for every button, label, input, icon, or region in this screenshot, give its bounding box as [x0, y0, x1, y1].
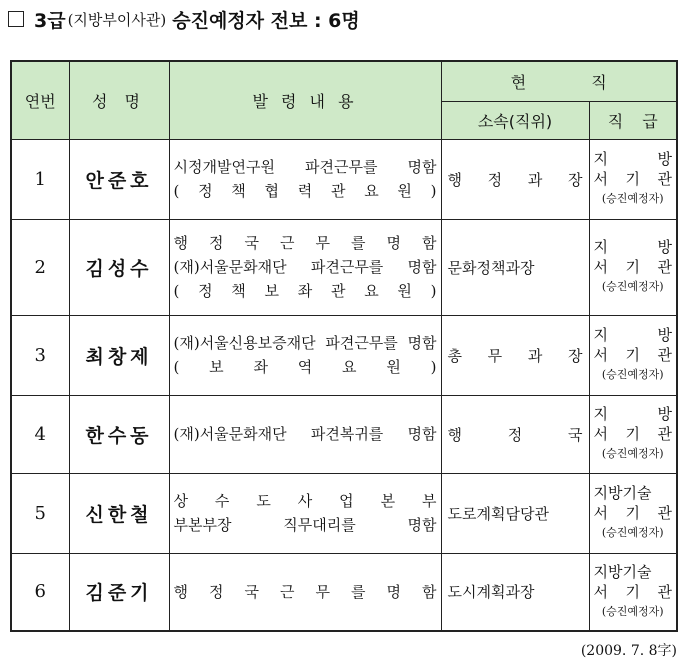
person-name: 안준호: [69, 139, 169, 219]
order-content: [169, 395, 441, 473]
grade: [589, 395, 677, 473]
person-name: 한수동: [69, 395, 169, 473]
order-line: ( 정 책 보 좌 관 요 원 ): [173, 282, 437, 300]
grade-line: 서 기 관: [593, 258, 672, 276]
header-current: 현 직: [441, 61, 677, 101]
grade-line: 서 기 관: [593, 582, 672, 601]
header-grade: 직 급: [589, 101, 677, 139]
order-content: [169, 139, 441, 219]
table-row: [11, 139, 677, 219]
header-name: 성 명: [69, 61, 169, 139]
order-line: 시정개발연구원 파견근무를 명함: [173, 158, 437, 176]
order-content: [169, 473, 441, 553]
order-line: (재)서울문화재단 파견근무를 명함: [173, 258, 437, 276]
order-line: (재)서울문화재단 파견복귀를 명함: [173, 425, 437, 443]
order-line: 부본부장 직무대리를 명함: [173, 516, 437, 534]
personnel-table: [10, 60, 678, 632]
table-row: [11, 553, 677, 631]
grade-line: (승진예정자): [601, 280, 664, 293]
row-number: 3: [11, 315, 69, 395]
grade-line: 서 기 관: [593, 425, 672, 443]
grade-line: 서 기 관: [593, 346, 672, 364]
row-number: 4: [11, 395, 69, 473]
header-dept: 소속(직위): [441, 101, 589, 139]
order-line: ( 정 책 협 력 관 요 원 ): [173, 182, 437, 200]
grade: [589, 219, 677, 315]
title-main: 승진예정자 전보 : 6명: [172, 9, 360, 32]
grade-line: 서 기 관: [593, 170, 672, 188]
grade-line: (승진예정자): [601, 368, 664, 381]
order-line: ( 보 좌 역 요 원 ): [173, 358, 437, 376]
grade-line: 지 방: [593, 405, 672, 423]
grade-line: (승진예정자): [601, 447, 664, 460]
grade-line: 지 방: [593, 326, 672, 344]
department: 도로계획담당관: [441, 473, 589, 553]
grade: [589, 553, 677, 631]
grade: [589, 315, 677, 395]
table-row: [11, 219, 677, 315]
order-line: 상 수 도 사 업 본 부: [173, 492, 437, 510]
order-line: 행 정 국 근 무 를 명 함: [173, 234, 437, 252]
table-row: [11, 395, 677, 473]
person-name: 최창제: [69, 315, 169, 395]
table-row: [11, 315, 677, 395]
grade: [589, 139, 677, 219]
order-line: (재)서울신용보증재단 파견근무를 명함: [173, 334, 437, 352]
department: 문화정책과장: [441, 219, 589, 315]
header-order: 발 령 내 용: [169, 61, 441, 139]
order-content: [169, 315, 441, 395]
date-note: (2009. 7. 8字): [580, 643, 677, 659]
header-no: 연번: [11, 61, 69, 139]
row-number: 6: [11, 553, 69, 631]
checkbox-square-icon: [8, 11, 24, 27]
row-number: 1: [11, 139, 69, 219]
order-content: [169, 553, 441, 631]
person-name: 김성수: [69, 219, 169, 315]
order-content: [169, 219, 441, 315]
document-title: [8, 4, 360, 34]
row-number: 2: [11, 219, 69, 315]
table-row: [11, 473, 677, 553]
grade-line: 서 기 관: [593, 504, 672, 522]
department: 총 무 과 장: [441, 315, 589, 395]
person-name: 김준기: [69, 553, 169, 631]
grade-line: (승진예정자): [601, 192, 664, 205]
grade-line: 지방기술: [593, 484, 652, 502]
grade-line: 지 방: [593, 238, 672, 256]
department: 도시계획과장: [441, 553, 589, 631]
title-paren: (지방부이사관): [67, 10, 167, 29]
department: 행 정 국: [441, 395, 589, 473]
row-number: 5: [11, 473, 69, 553]
grade-line: 지 방: [593, 150, 672, 168]
grade-line: (승진예정자): [601, 526, 664, 539]
grade: [589, 473, 677, 553]
person-name: 신한철: [69, 473, 169, 553]
title-prefix: 3급: [34, 9, 66, 32]
order-line: 행 정 국 근 무 를 명 함: [173, 582, 437, 601]
grade-line: 지방기술: [593, 562, 652, 581]
department: 행 정 과 장: [441, 139, 589, 219]
grade-line: (승진예정자): [601, 604, 664, 618]
